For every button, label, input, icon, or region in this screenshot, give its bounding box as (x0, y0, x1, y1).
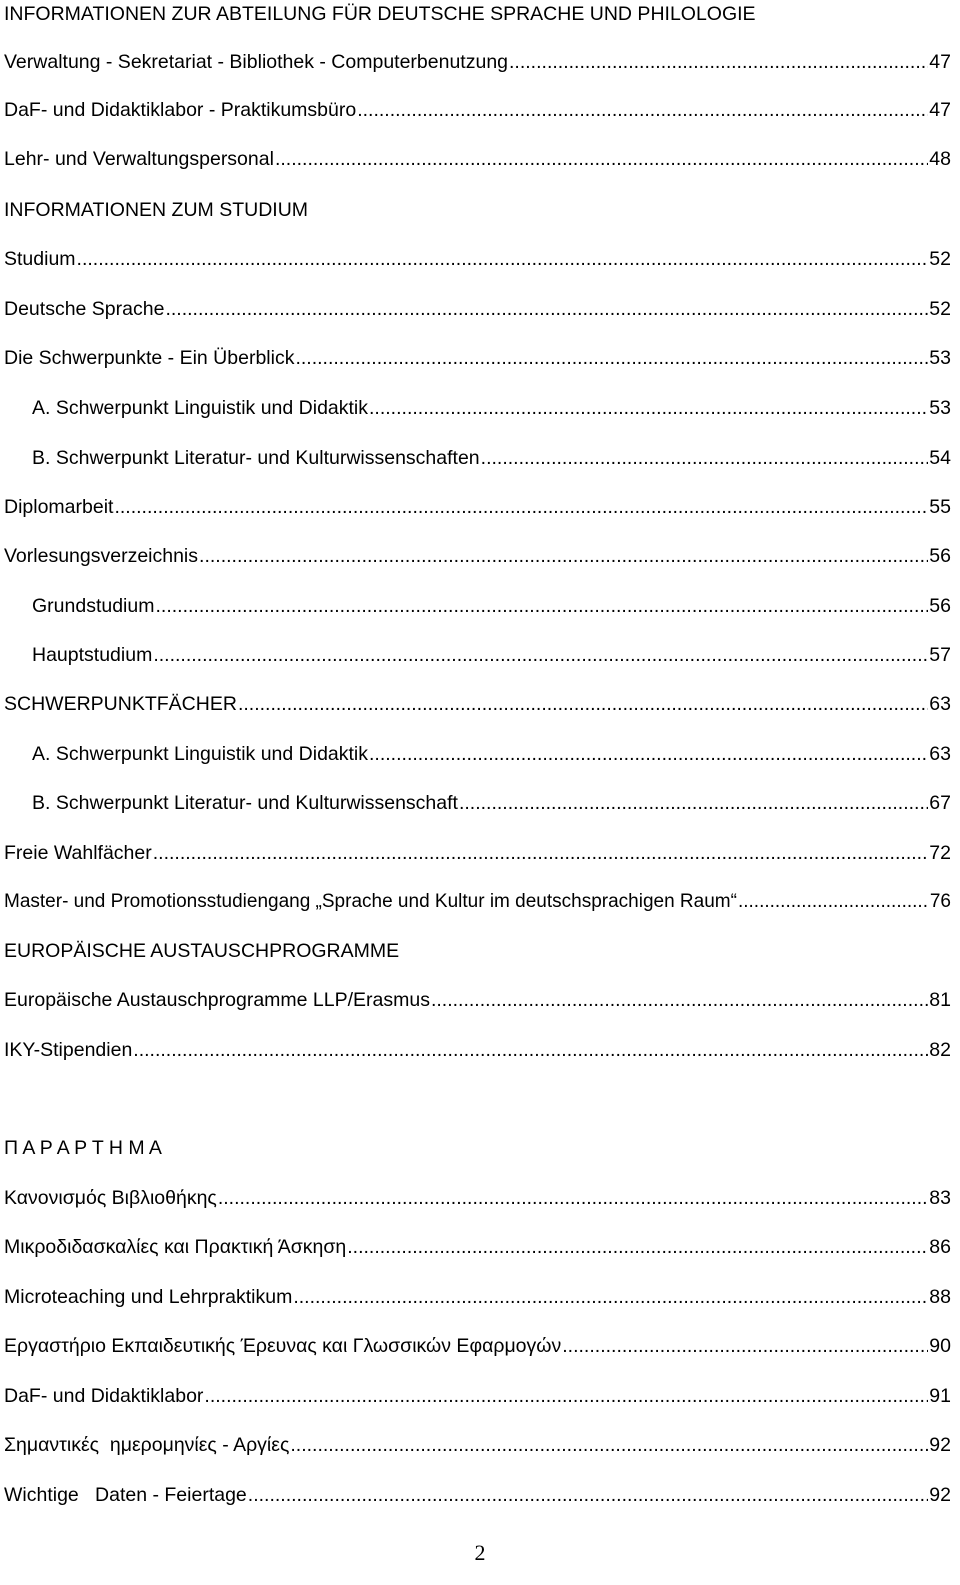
leader-dots (459, 790, 928, 816)
toc-entry-title: DaF- und Didaktiklabor (4, 1385, 204, 1407)
toc-entry-page: 57 (929, 644, 951, 666)
leader-dots (369, 395, 928, 421)
toc-entry-page: 47 (929, 99, 951, 121)
toc-entry[interactable] (4, 691, 951, 717)
toc-entry-page: 72 (929, 842, 951, 864)
toc-entry[interactable] (4, 296, 951, 322)
leader-dots (293, 1284, 928, 1310)
toc-entry[interactable] (4, 1333, 951, 1359)
leader-dots (248, 1482, 929, 1508)
toc-entry-page: 92 (929, 1434, 951, 1456)
toc-entry-page: 52 (929, 248, 951, 270)
leader-dots (738, 889, 929, 915)
toc-entry[interactable] (4, 146, 951, 172)
toc-entry-title: Wichtige Daten - Feiertage (4, 1484, 247, 1506)
toc-entry[interactable] (32, 593, 951, 619)
toc-entry-page: 92 (929, 1484, 951, 1506)
toc-entry-title: Die Schwerpunkte - Ein Überblick (4, 347, 295, 369)
toc-entry-title: Freie Wahlfächer (4, 842, 152, 864)
toc-entry-page: 76 (929, 891, 951, 912)
toc-entry[interactable] (4, 1037, 951, 1063)
toc-entry-title: Εργαστήριο Εκπαιδευτικής Έρευνας και Γλωσσικών Εφαρμογών (4, 1335, 562, 1357)
toc-entry-title: Κανονισμός Βιβλιοθήκης (4, 1187, 217, 1209)
leader-dots (275, 146, 928, 172)
toc-entry[interactable] (4, 246, 951, 272)
toc-entry-page: 55 (929, 496, 951, 518)
toc-entry-page: 82 (929, 1039, 951, 1061)
toc-entry-page: 90 (929, 1335, 951, 1357)
toc-heading: INFORMATIONEN ZUM STUDIUM (4, 199, 309, 221)
toc-entry[interactable] (4, 987, 951, 1013)
toc-entry[interactable] (4, 840, 951, 866)
leader-dots (204, 1383, 928, 1409)
leader-dots (155, 593, 928, 619)
leader-dots (153, 642, 928, 668)
toc-entry-title: Deutsche Sprache (4, 298, 165, 320)
toc-entry[interactable] (32, 741, 951, 767)
leader-dots (290, 1432, 928, 1458)
toc-entry-page: 91 (929, 1385, 951, 1407)
toc-entry-title: Hauptstudium (32, 644, 153, 666)
page-number: 2 (474, 1540, 486, 1565)
toc-entry[interactable] (4, 1432, 951, 1458)
toc-entry-title: Σημαντικές ημερομηνίες - Αργίες (4, 1434, 290, 1456)
toc-entry-page: 52 (929, 298, 951, 320)
toc-entry-title: Master- und Promotionsstudiengang „Sprache und Kultur im deutschsprachigen Raum“ (4, 891, 737, 912)
toc-entry-page: 56 (929, 545, 951, 567)
leader-dots (153, 840, 929, 866)
toc-entry[interactable] (4, 49, 951, 75)
toc-entry[interactable] (4, 97, 951, 123)
leader-dots (238, 691, 928, 717)
leader-dots (133, 1037, 928, 1063)
toc-entry-page: 86 (929, 1236, 951, 1258)
toc-entry-title: Diplomarbeit (4, 496, 114, 518)
toc-entry-title: Verwaltung - Sekretariat - Bibliothek - Computerbenutzung (4, 51, 509, 73)
toc-entry[interactable] (4, 1482, 951, 1508)
toc-heading: Π Α Ρ Α Ρ Τ Η Μ Α (4, 1137, 162, 1159)
leader-dots (218, 1185, 928, 1211)
toc-entry-title: A. Schwerpunkt Linguistik und Didaktik (32, 743, 369, 765)
leader-dots (77, 246, 929, 272)
leader-dots (295, 345, 928, 371)
leader-dots (369, 741, 928, 767)
toc-entry[interactable] (32, 445, 951, 471)
toc-heading: INFORMATIONEN ZUR ABTEILUNG FÜR DEUTSCHE SPRACHE UND PHILOLOGIE (4, 3, 756, 25)
toc-entry-page: 53 (929, 347, 951, 369)
toc-heading: EUROPÄISCHE AUSTAUSCHPROGRAMME (4, 940, 400, 962)
toc-entry[interactable] (4, 889, 951, 915)
toc-entry-page: 67 (929, 792, 951, 814)
toc-entry-title: SCHWERPUNKTFÄCHER (4, 693, 237, 715)
leader-dots (357, 97, 928, 123)
toc-entry-title: Μικροδιδασκαλίες και Πρακτική Άσκηση (4, 1236, 347, 1258)
toc-entry-page: 63 (929, 693, 951, 715)
toc-entry-title: Microteaching und Lehrpraktikum (4, 1286, 293, 1308)
leader-dots (431, 987, 928, 1013)
toc-entry-page: 56 (929, 595, 951, 617)
toc-entry-title: Grundstudium (32, 595, 155, 617)
toc-entry-title: B. Schwerpunkt Literatur- und Kulturwissenschaften (32, 447, 480, 469)
toc-entry-title: DaF- und Didaktiklabor - Praktikumsbüro (4, 99, 357, 121)
toc-entry-title: Studium (4, 248, 76, 270)
toc-entry[interactable] (32, 395, 951, 421)
toc-entry-title: Vorlesungsverzeichnis (4, 545, 199, 567)
toc-entry[interactable] (32, 790, 951, 816)
toc-entry[interactable] (32, 642, 951, 668)
toc-entry-page: 48 (929, 148, 951, 170)
toc-entry[interactable] (4, 543, 951, 569)
toc-entry-page: 63 (929, 743, 951, 765)
leader-dots (114, 494, 928, 520)
toc-entry-page: 54 (929, 447, 951, 469)
toc-entry[interactable] (4, 1383, 951, 1409)
toc-entry[interactable] (4, 1185, 951, 1211)
leader-dots (199, 543, 928, 569)
toc-entry-page: 81 (929, 989, 951, 1011)
toc-entry-page: 53 (929, 397, 951, 419)
toc-entry[interactable] (4, 1284, 951, 1310)
leader-dots (347, 1234, 928, 1260)
leader-dots (481, 445, 929, 471)
toc-entry-title: Europäische Austauschprogramme LLP/Erasmus (4, 989, 430, 1011)
toc-entry-title: B. Schwerpunkt Literatur- und Kulturwissenschaft (32, 792, 458, 814)
toc-entry-page: 47 (929, 51, 951, 73)
toc-entry-page: 83 (929, 1187, 951, 1209)
toc-entry[interactable] (4, 494, 951, 520)
leader-dots (562, 1333, 928, 1359)
toc-entry-title: IKY-Stipendien (4, 1039, 133, 1061)
toc-entry[interactable] (4, 1234, 951, 1260)
leader-dots (165, 296, 928, 322)
leader-dots (509, 49, 928, 75)
toc-entry-title: Lehr- und Verwaltungspersonal (4, 148, 274, 170)
toc-entry-title: A. Schwerpunkt Linguistik und Didaktik (32, 397, 369, 419)
toc-entry-page: 88 (929, 1286, 951, 1308)
toc-entry[interactable] (4, 345, 951, 371)
